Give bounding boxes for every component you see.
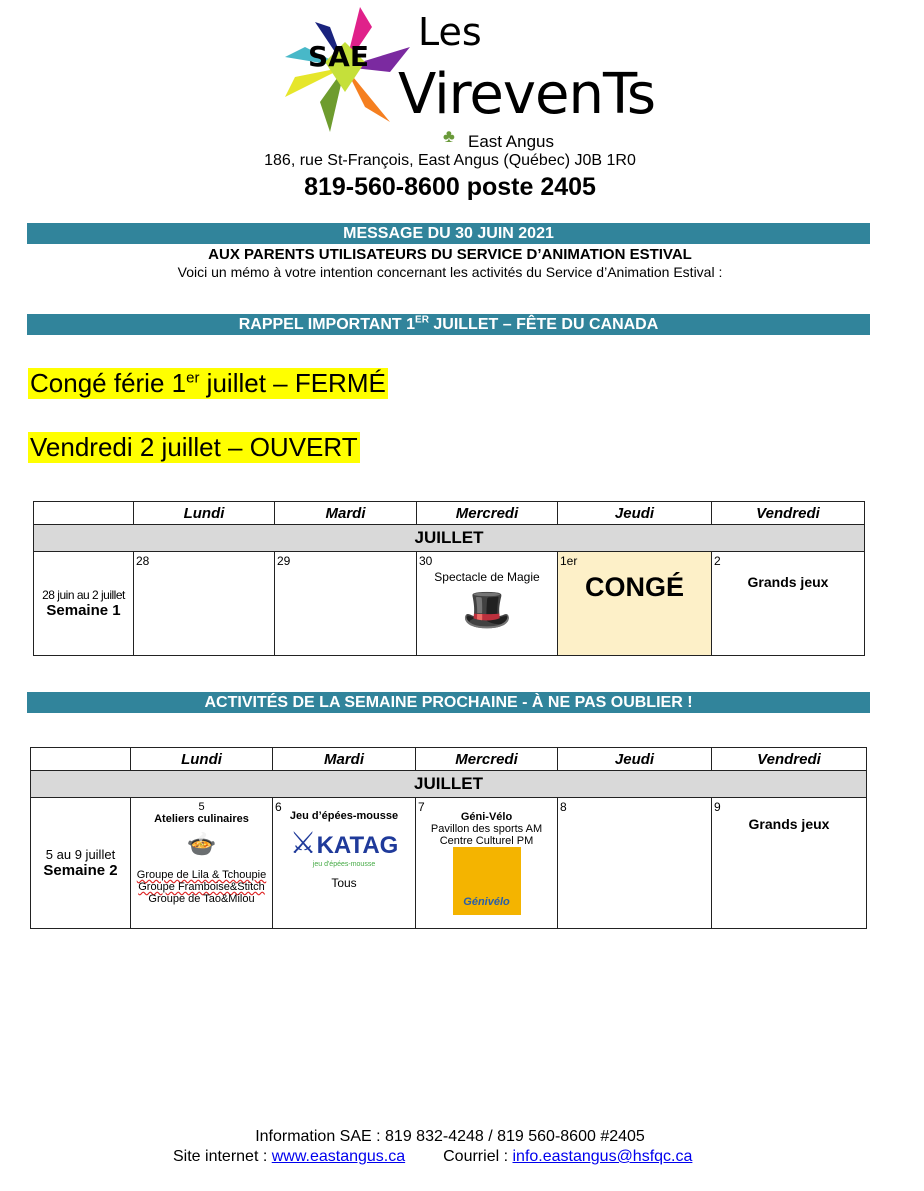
katag-text: KATAG [316,832,399,859]
notice-text-end: juillet – FERMÉ [199,368,386,398]
logo-sae: SAE [308,40,369,73]
notice-text: Vendredi 2 juillet – OUVERT [30,432,358,462]
email-link[interactable]: info.eastangus@hsfqc.ca [512,1148,693,1165]
audience: Tous [331,876,357,890]
day-number: 9 [714,800,721,814]
activity: Grands jeux [747,574,829,590]
day-header: Vendredi [712,748,867,771]
location: Pavillon des sports AM [430,823,543,835]
notice-ouvert [28,432,360,463]
day-number: 2 [714,554,721,568]
day-cell [134,552,275,656]
day-cell [131,798,273,929]
conge-label: CONGÉ [584,572,684,602]
day-cell [416,798,558,929]
logo-virevents: VirevenTs [398,62,656,127]
day-number: 29 [277,554,291,568]
footer-links [173,1148,692,1166]
group: Groupe Framboise&Stitch [138,881,265,893]
day-header: Jeudi [558,748,712,771]
day-number: 30 [419,554,433,568]
day-number: 6 [275,800,282,814]
magician-icon: 🎩 [462,588,512,632]
rappel-text-end: JUILLET – FÊTE DU CANADA [428,316,659,333]
rappel-bar [27,314,870,335]
activity: Grands jeux [748,816,830,832]
subtitle: AUX PARENTS UTILISATEURS DU SERVICE D’ANIMATION ESTIVAL [208,246,692,263]
katag-sub: jeu d'épées-mousse [312,861,376,868]
week-label [34,552,134,656]
mail-label: Courriel : [443,1148,513,1165]
notice-sup: er [186,369,200,387]
week-label [31,798,131,929]
cooking-icon: 🍲 [186,831,217,858]
day-header: Vendredi [712,502,865,525]
month-row: JUILLET [34,525,865,552]
day-cell [273,798,416,929]
day-number: 28 [136,554,150,568]
day-header: Mardi [273,748,416,771]
week2-calendar [30,747,867,929]
message-bar: MESSAGE DU 30 JUIN 2021 [27,223,870,244]
notice-text: Congé férie 1 [30,368,187,398]
website-link[interactable]: www.eastangus.ca [271,1148,406,1165]
logo-tree-icon: ♣ [443,126,455,146]
intro: Voici un mémo à votre intention concernant les activités du Service d’Animation Estival : [177,264,723,280]
week-range: 28 juin au 2 juillet [42,588,125,602]
day-cell-conge [558,552,712,656]
day-cell [558,798,712,929]
day-header: Lundi [131,748,273,771]
week-name: Semaine 1 [46,602,121,619]
rappel-sup: ER [415,314,429,326]
activity: Spectacle de Magie [434,570,540,584]
genivelo-logo: Génivélo [453,847,521,915]
month-row: JUILLET [31,771,867,798]
activity: Géni-Vélo [460,811,513,823]
location: Centre Culturel PM [439,835,534,847]
next-week-bar: ACTIVITÉS DE LA SEMAINE PROCHAINE - À NE PAS OUBLIER ! [27,692,870,713]
day-number: 8 [560,800,567,814]
day-number: 7 [418,800,425,814]
rappel-text: RAPPEL IMPORTANT 1 [238,316,416,333]
day-number: 5 [198,801,205,813]
week-range: 5 au 9 juillet [45,847,116,862]
katag-logo: ⚔KATAG jeu d'épées-mousse [273,822,415,876]
logo [280,2,656,152]
logo-city: East Angus [468,132,555,151]
day-cell [417,552,558,656]
day-number: 1er [560,554,578,568]
group: Groupe de Tao&Milou [148,893,255,905]
day-cell [712,798,867,929]
day-header: Mercredi [416,748,558,771]
site-label: Site internet : [173,1148,272,1165]
logo-les: Les [418,10,482,54]
notice-conge [28,368,388,399]
day-header: Mercredi [417,502,558,525]
week1-calendar [33,501,865,656]
address: 186, rue St-François, East Angus (Québec) J0B 1R0 [264,152,636,169]
day-header: Jeudi [558,502,712,525]
phone: 819-560-8600 poste 2405 [304,173,596,201]
activity: Jeu d’épées-mousse [289,810,399,822]
day-header: Lundi [134,502,275,525]
group: Groupe de Lila & Tchoupie [136,869,267,881]
week-name: Semaine 2 [43,862,118,879]
footer-info: Information SAE : 819 832-4248 / 819 560-8600 #2405 [255,1128,645,1145]
day-cell [275,552,417,656]
day-header: Mardi [275,502,417,525]
day-cell [712,552,865,656]
activity: Ateliers culinaires [154,813,249,825]
